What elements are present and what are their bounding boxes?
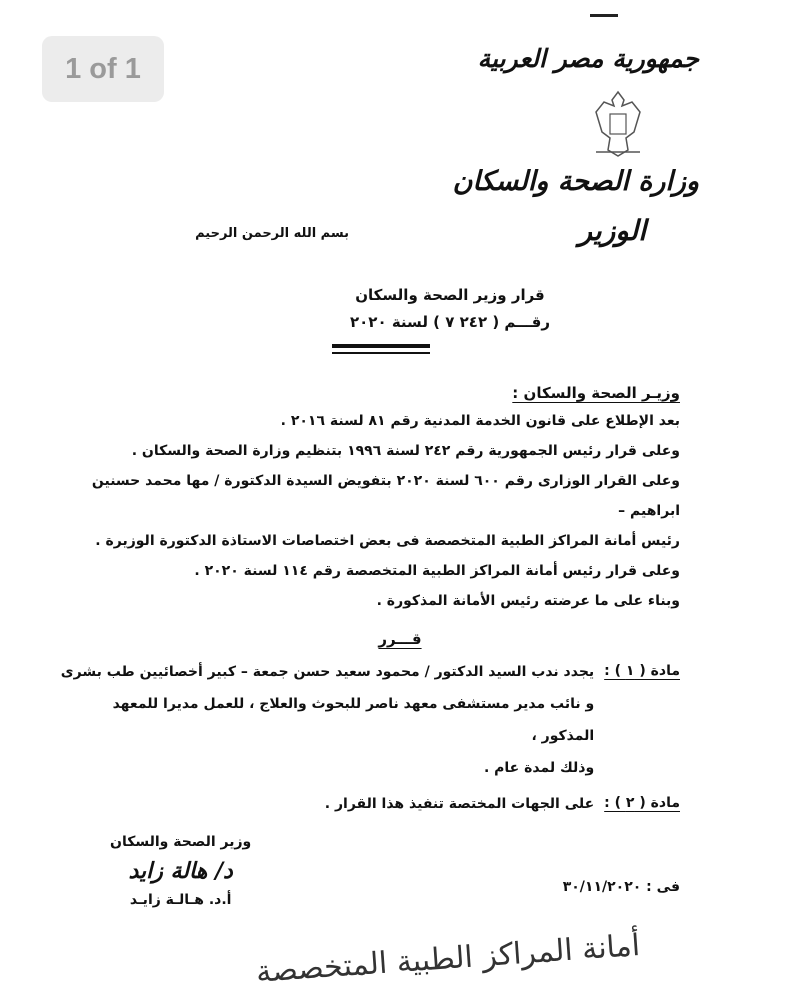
preamble-heading: وزيـر الصحة والسكان : [512, 383, 680, 402]
title-divider [332, 344, 430, 354]
preamble-line: وعلى قرار رئيس أمانة المراكز الطبية المتخصصة رقم ١١٤ لسنة ٢٠٢٠ . [194, 562, 680, 579]
basmala: بسم الله الرحمن الرحيم [195, 226, 349, 241]
letterhead-office: الوزير [578, 214, 646, 247]
preamble-line: بعد الإطلاع على قانون الخدمة المدنية رقم ٨١ لسنة ٢٠١٦ . [280, 412, 680, 429]
letterhead-country: جمهورية مصر العربية [477, 44, 699, 73]
decree-date: فى : ٣٠/١١/٢٠٢٠ [562, 878, 680, 895]
article-1 [60, 656, 680, 784]
signature-block [110, 830, 251, 912]
scan-mark [590, 14, 618, 17]
article-1-line: وذلك لمدة عام . [483, 759, 595, 776]
decree-body [60, 282, 680, 990]
article-2-line: على الجهات المختصة تنفيذ هذا القرار . [324, 795, 595, 812]
preamble-line: وعلى قرار رئيس الجمهورية رقم ٢٤٢ لسنة ١٩٩٦ بتنظيم وزارة الصحة والسكان . [131, 442, 680, 459]
article-2 [60, 788, 680, 820]
article-2-label: مادة ( ٢ ) : [604, 794, 680, 811]
title-divider-thick [332, 344, 430, 348]
title-divider-thin [332, 352, 430, 354]
handwritten-signature: د/ هالة زايد [128, 857, 233, 884]
article-1-label: مادة ( ١ ) : [604, 662, 680, 679]
signatory-name: أ.د. هـالـة زايـد [129, 891, 232, 908]
article-1-line: يجدد ندب السيد الدكتور / محمود سعيد حسن جمعة – كبير أخصائيين طب بشرى [60, 663, 595, 680]
page-indicator: 1 of 1 [42, 36, 164, 102]
preamble-line: رئيس أمانة المراكز الطبية المتخصصة فى بعض اختصاصات الاستاذة الدكتورة الوزيرة . [95, 532, 680, 549]
signatory-title: وزير الصحة والسكان [110, 833, 252, 850]
preamble-line: وعلى القرار الوزارى رقم ٦٠٠ لسنة ٢٠٢٠ بتفويض السيدة الدكتورة / مها محمد حسنين ابراهيم – [91, 472, 680, 519]
article-1-line: و نائب مدير مستشفى معهد ناصر للبحوث والعلاج ، للعمل مديرا للمعهد المذكور ، [112, 695, 595, 744]
letterhead-ministry: وزارة الصحة والسكان [452, 166, 699, 197]
preamble-line: وبناء على ما عرضته رئيس الأمانة المذكورة . [376, 592, 680, 609]
decision-heading: قـــرر [378, 629, 422, 648]
decree-number: رقـــم ( ٢٤٢ ٧ ) لسنة ٢٠٢٠ [349, 313, 551, 331]
eagle-emblem-icon [590, 88, 646, 160]
handwritten-watermark: أمانة المراكز الطبية المتخصصة [254, 927, 642, 990]
decree-title: قرار وزير الصحة والسكان [355, 286, 545, 304]
decree-footer [60, 830, 680, 912]
